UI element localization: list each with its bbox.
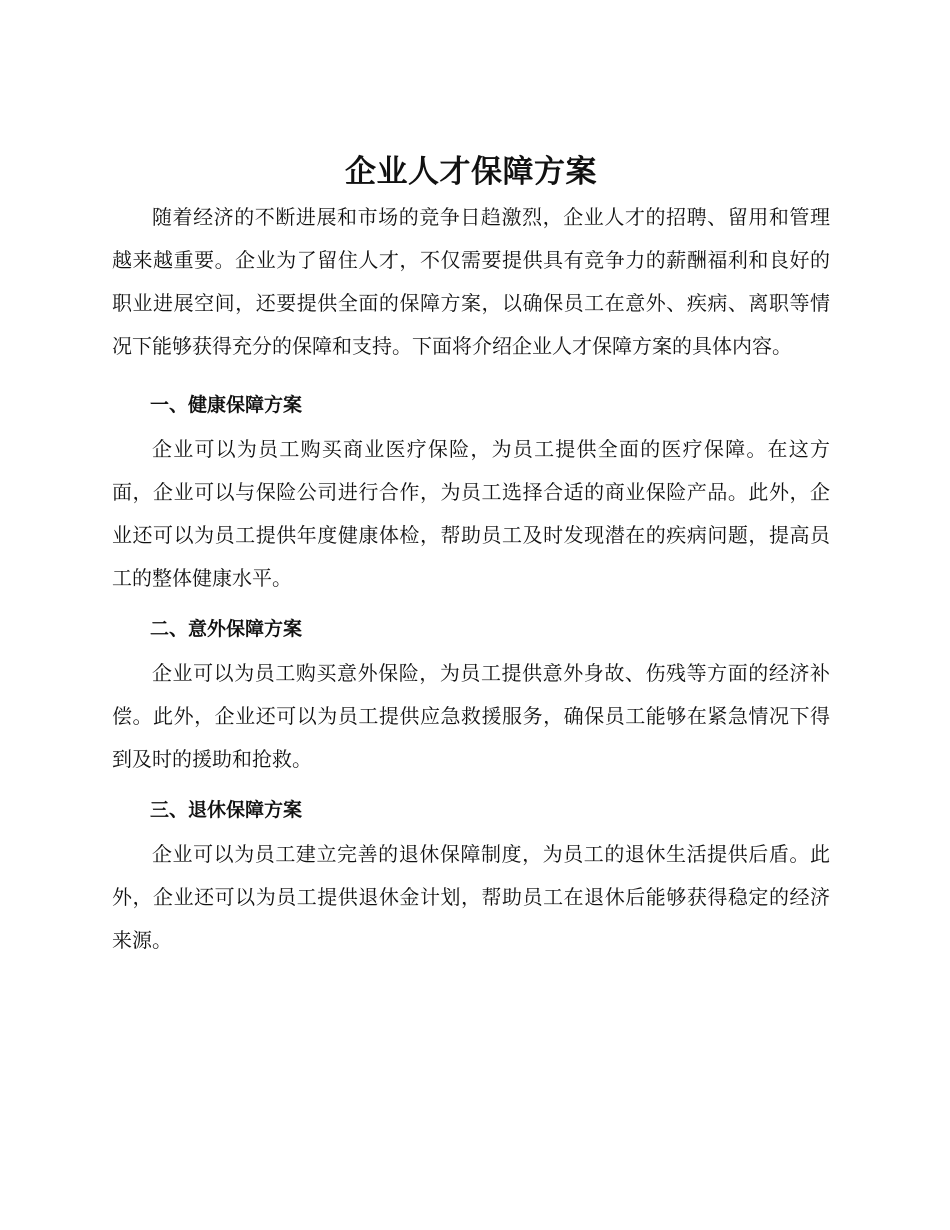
document-page: [112, 148, 830, 962]
section-heading-health: 一、健康保障方案: [150, 394, 303, 416]
section-body-health: 企业可以为员工购买商业医疗保险，为员工提供全面的医疗保障。在这方面，企业可以与保险公司进行合作，为员工选择合适的商业保险产品。此外，企业还可以为员工提供年度健康体检，帮助员工及时发现潜在的疾病问题，提高员工的整体健康水平。: [112, 437, 830, 590]
spacer: [112, 368, 830, 376]
document-title: 企业人才保障方案: [345, 154, 597, 190]
section-body-accident: 企业可以为员工购买意外保险，为员工提供意外身故、伤残等方面的经济补偿。此外，企业还可以为员工提供应急救援服务，确保员工能够在紧急情况下得到及时的援助和抢救。: [112, 661, 830, 771]
section-heading-retirement: 三、退休保障方案: [150, 799, 303, 821]
section-body-retirement: 企业可以为员工建立完善的退休保障制度，为员工的退休生活提供后盾。此外，企业还可以为员工提供退休金计划，帮助员工在退休后能够获得稳定的经济来源。: [112, 842, 830, 952]
section-heading-accident: 二、意外保障方案: [150, 618, 303, 640]
intro-paragraph: 随着经济的不断进展和市场的竞争日趋激烈，企业人才的招聘、留用和管理越来越重要。企业为了留住人才，不仅需要提供具有竞争力的薪酬福利和良好的职业进展空间，还要提供全面的保障方案，以确保员工在意外、疾病、离职等情况下能够获得充分的保障和支持。下面将介绍企业人才保障方案的具体内容。: [112, 205, 830, 358]
